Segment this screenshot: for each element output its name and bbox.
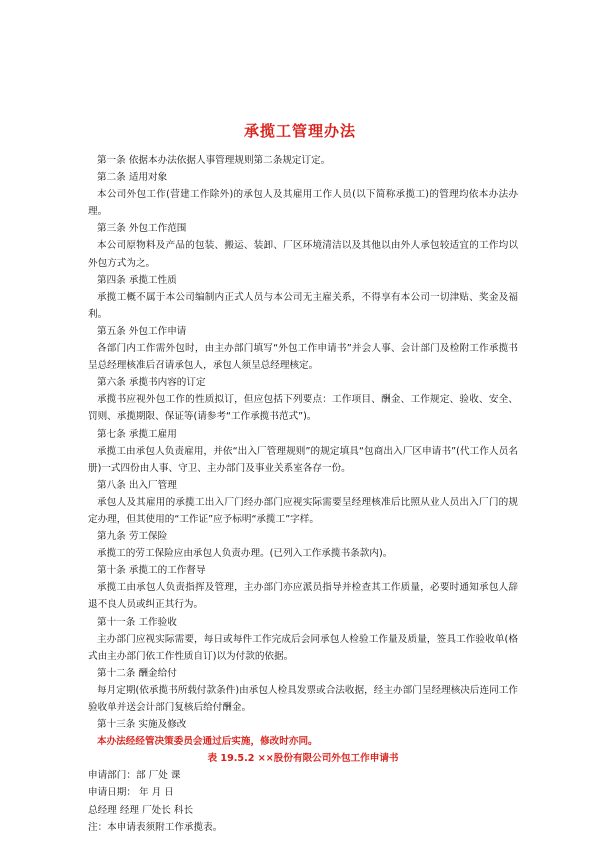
- document-body: [88, 152, 518, 836]
- article-7-text: 承揽工由承包人负责雇用，并依“出入厂管理规则”的规定填具“包商出入厂区申请书”(代工作人员名册)一式四份由人事、守卫、主办部门及事业关系室各存一份。: [88, 445, 518, 474]
- article-12-heading: 第十二条 酬金给付: [97, 667, 177, 679]
- article-9-heading: 第九条 劳工保险: [97, 531, 168, 543]
- form-line-department: 申请部门：部 厂处 课: [88, 770, 181, 782]
- article-4-heading: 第四条 承揽工性质: [97, 274, 177, 286]
- document-title: 承揽工管理办法: [243, 122, 356, 140]
- article-5-heading: 第五条 外包工作申请: [97, 325, 187, 337]
- article-10-text: 承揽工由承包人负责指挥及管理，主办部门亦应派员指导并检查其工作质量，必要时通知承包人辞退不良人员或纠正其行为。: [88, 582, 518, 611]
- article-8-text: 承包人及其雇用的承揽工出入厂门经办部门应视实际需要呈经理核准后比照从业人员出入厂门的规定办理，但其使用的“工作证”应予标明“承揽工”字样。: [88, 496, 518, 525]
- closing-note: 本办法经经管决策委员会通过后实施，修改时亦同。: [97, 736, 318, 748]
- article-1-heading: 第一条 依据本办法依据人事管理规则第二条规定订定。: [97, 155, 331, 166]
- form-line-signatures: 总经理 经理 厂处长 科长: [88, 804, 194, 816]
- article-12-text: 每月定期(依承揽书所载付款条件)由承包人检具发票或合法收据，经主办部门呈经理核决后连同工作验收单并送会计部门复核后给付酬金。: [88, 684, 518, 713]
- article-3-heading: 第三条 外包工作范围: [97, 223, 187, 235]
- article-7-heading: 第七条 承揽工雇用: [97, 428, 177, 440]
- article-6-text: 承揽书应视外包工作的性质拟订，但应包括下列要点：工作项目、酬金、工作规定、验收、安全、罚则、承揽期限、保证等(请参考“工作承揽书范式”)。: [88, 394, 518, 423]
- article-8-heading: 第八条 出入厂管理: [97, 479, 177, 491]
- form-line-date: 申请日期： 年 月 日: [88, 787, 174, 799]
- article-11-text: 主办部门应视实际需要，每日或每件工作完成后会同承包人检验工作量及质量，签具工作验收单(格式由主办部门依工作性质自订)以为付款的依据。: [88, 633, 518, 662]
- article-3-text: 本公司原物料及产品的包装、搬运、装卸、厂区环境清洁以及其他以由外人承包较适宜的工作均以外包方式为之。: [88, 240, 518, 269]
- article-13-heading: 第十三条 实施及修改: [97, 719, 187, 731]
- article-6-heading: 第六条 承揽书内容的订定: [97, 377, 206, 389]
- article-11-heading: 第十一条 工作验收: [97, 616, 177, 628]
- form-line-note: 注：本申请表须附工作承揽表。: [88, 821, 223, 833]
- article-2-heading: 第二条 适用对象: [97, 172, 168, 184]
- article-4-text: 承揽工概不属于本公司编制内正式人员与本公司无主雇关系，不得享有本公司一切津贴、奖金及福利。: [88, 291, 518, 320]
- article-9-text: 承揽工的劳工保险应由承包人负责办理。(已列入工作承揽书条款内)。: [97, 548, 393, 560]
- table-title: 表 19.5.2 ××股份有限公司外包工作申请书: [207, 753, 399, 765]
- article-5-text: 各部门内工作需外包时，由主办部门填写“外包工作申请书”并会人事、会计部门及检附工作承揽书呈总经理核准后召请承包人，承包人须呈总经理核定。: [88, 343, 518, 372]
- article-2-text: 本公司外包工作(营建工作除外)的承包人及其雇用工作人员(以下简称承揽工)的管理均依本办法办理。: [88, 189, 518, 218]
- article-10-heading: 第十条 承揽工的工作督导: [97, 565, 206, 577]
